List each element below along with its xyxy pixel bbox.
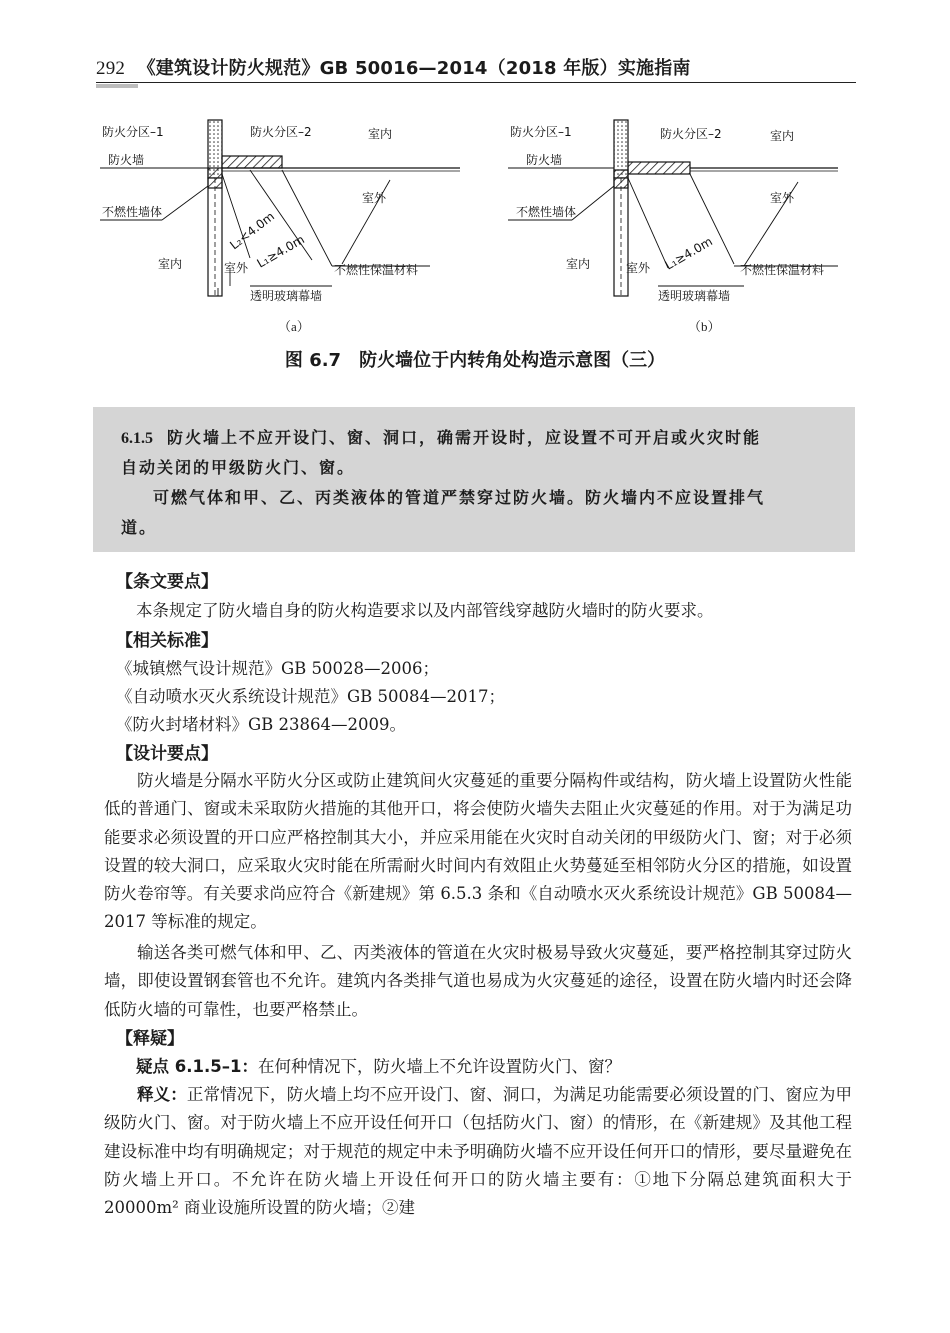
clause-box (93, 407, 855, 552)
label-zone2: 防火分区–2 (250, 125, 312, 139)
answer-text: 正常情况下，防火墙上均不应开设门、窗、洞口，为满足功能需要必须设置的门、窗应为甲级防火门、窗。对于防火墙上不应开设任何开口（包括防火门、窗）的情形，在《新建规》及其他工程建设标准中均有明确规定；对于规范的规定中未予明确防火墙不应开设任何开口的情形，要尽量避免在防火墙上开口。不允许在防火墙上开设任何开口的防火墙主要有：①地下分隔总建筑面积大于 20000m² 商业设施所设置的防火墙；②建 (104, 1085, 853, 1218)
standard-item-2: 《自动喷水灭火系统设计规范》GB 50084—2017； (116, 687, 506, 706)
section-faq-title: 【释疑】 (116, 1029, 184, 1049)
label-outdoor-bottom: 室外 (224, 261, 249, 275)
header-bar (96, 84, 138, 88)
label-dim-l1: L₁≥4.0m (254, 232, 307, 271)
label-noncomb-wall: 不燃性墙体 (516, 205, 577, 219)
running-header (96, 54, 856, 80)
standard-item-1: 《城镇燃气设计规范》GB 50028—2006； (116, 659, 440, 678)
page-number: 292 (96, 58, 126, 79)
label-outdoor-bottom: 室外 (626, 261, 651, 275)
label-insulation: 不燃性保温材料 (740, 263, 825, 277)
label-outdoor-right: 室外 (362, 191, 387, 205)
clause-line-3: 可燃气体和甲、乙、丙类液体的管道严禁穿过防火墙。防火墙内不应设置排气 (153, 488, 766, 507)
clause-line-2: 自动关闭的甲级防火门、窗。 (121, 458, 356, 477)
subfigure-label-b: （b） (688, 319, 721, 334)
figure-panel-a (100, 108, 460, 308)
label-indoor-top: 室内 (368, 127, 393, 141)
question-line (136, 1053, 621, 1077)
label-indoor-left: 室内 (566, 257, 591, 271)
label-noncomb-wall: 不燃性墙体 (102, 205, 163, 219)
subfigure-label-a: （a） (278, 319, 310, 334)
design-paragraph-1: 防火墙是分隔水平防火分区或防止建筑间火灾蔓延的重要分隔构件或结构，防火墙上设置防火性能低的普通门、窗或未采取防火措施的其他开口，将会使防火墙失去阻止火灾蔓延的作用。对于为满足功能要求必须设置的开口应严格控制其大小，并应采用能在火灾时自动关闭的甲级防火门、窗；对于必须设置的较大洞口，应采取火灾时能在所需耐火时间内有效阻止火势蔓延至相邻防火分区的措施，如设置防火卷帘等。有关要求尚应符合《新建规》第 6.5.3 条和《自动喷水灭火系统设计规范》GB 50084—2017 等标准的规定。 (104, 771, 852, 932)
label-firewall: 防火墙 (108, 153, 145, 167)
question-text: 在何种情况下，防火墙上不允许设置防火门、窗？ (257, 1057, 621, 1076)
label-zone1: 防火分区–1 (510, 125, 572, 139)
label-firewall: 防火墙 (526, 153, 563, 167)
figure-caption: 图 6.7 防火墙位于内转角处构造示意图（三） (284, 350, 666, 371)
clause-line-4: 道。 (121, 518, 158, 537)
label-outdoor-right: 室外 (770, 191, 795, 205)
book-title: 《建筑设计防火规范》GB 50016—2014（2018 年版）实施指南 (137, 58, 691, 79)
standard-item-3: 《防火封堵材料》GB 23864—2009。 (116, 715, 407, 734)
answer-label: 释义： (137, 1085, 187, 1104)
question-label: 疑点 6.1.5–1： (136, 1057, 258, 1076)
label-curtain-wall: 透明玻璃幕墙 (658, 289, 731, 303)
section-standards-title: 【相关标准】 (116, 631, 218, 651)
figure-panel-b (508, 108, 858, 308)
answer-paragraph (104, 1081, 852, 1222)
label-zone1: 防火分区–1 (102, 125, 164, 139)
label-dim-l2: L₂<4.0m (227, 209, 278, 253)
label-dim-l1: L₁≥4.0m (662, 234, 715, 273)
points-text: 本条规定了防火墙自身的防火构造要求以及内部管线穿越防火墙时的防火要求。 (136, 601, 714, 620)
section-design-title: 【设计要点】 (116, 744, 218, 764)
label-insulation: 不燃性保温材料 (334, 263, 419, 277)
label-indoor-left: 室内 (158, 257, 183, 271)
clause-number: 6.1.5 (121, 430, 153, 447)
section-points-title: 【条文要点】 (116, 572, 218, 592)
label-curtain-wall: 透明玻璃幕墙 (250, 289, 323, 303)
clause-line-1: 6.1.5 防火墙上不应开设门、窗、洞口，确需开设时，应设置不可开启或火灾时能 (121, 428, 762, 447)
header-rule (96, 82, 856, 83)
label-zone2: 防火分区–2 (660, 127, 722, 141)
label-indoor-top: 室内 (770, 129, 795, 143)
design-paragraph-2: 输送各类可燃气体和甲、乙、丙类液体的管道在火灾时极易导致火灾蔓延，要严格控制其穿过防火墙，即使设置钢套管也不允许。建筑内各类排气道也易成为火灾蔓延的途径，设置在防火墙内时还会降低防火墙的可靠性，也要严格禁止。 (104, 943, 852, 1019)
